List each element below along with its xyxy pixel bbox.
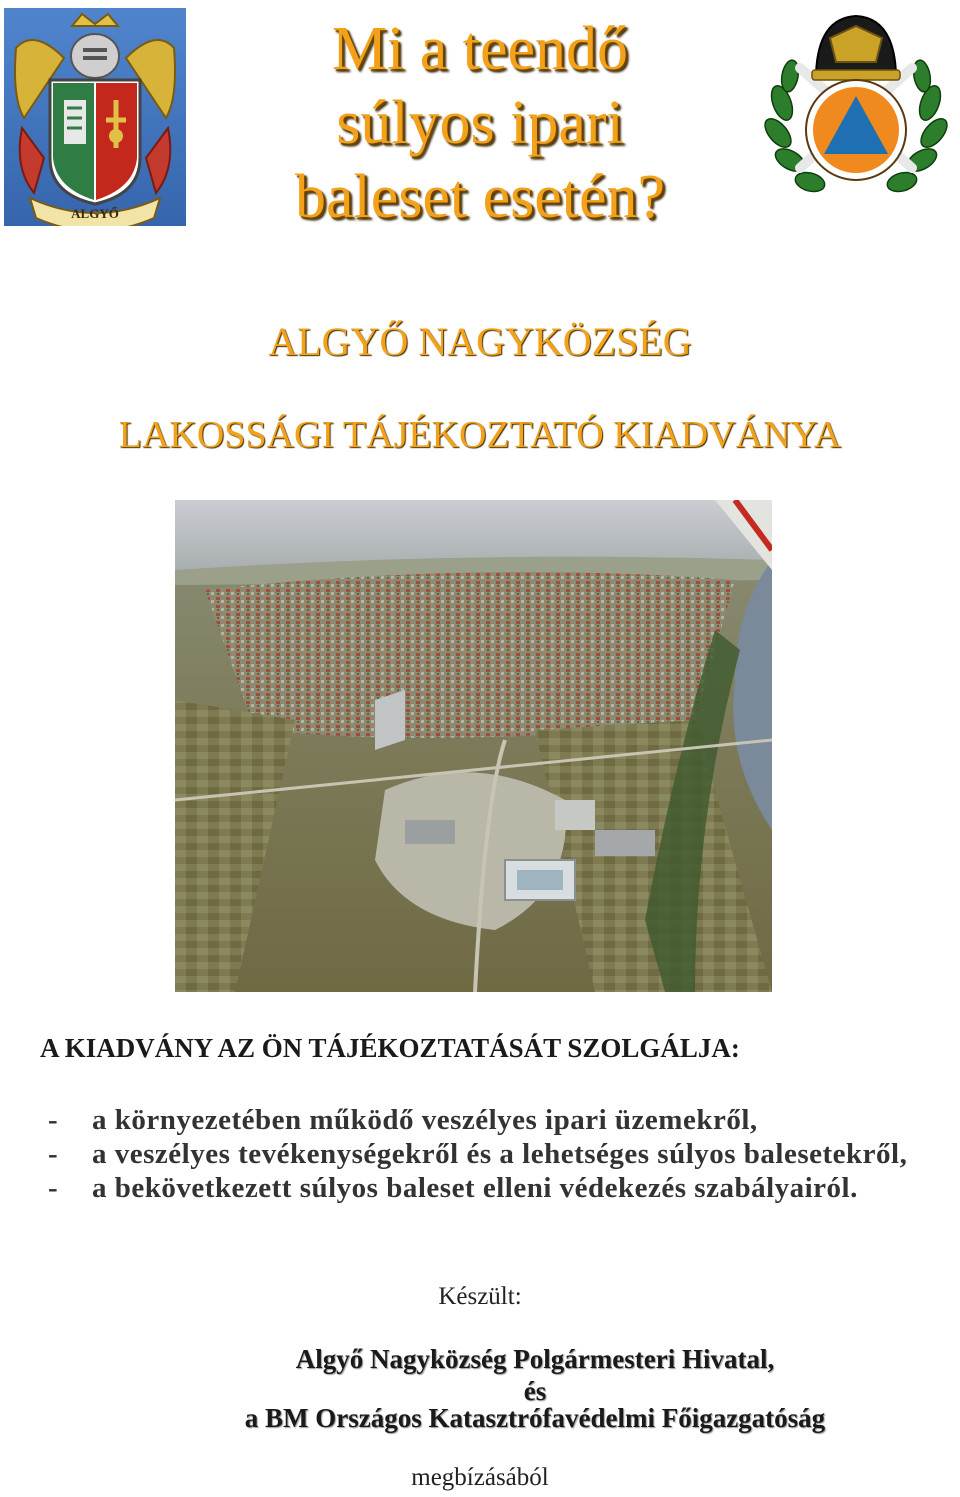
algyo-coat-of-arms [4, 8, 186, 226]
municipality-name: ALGYŐ NAGYKÖZSÉG [268, 319, 692, 364]
commission-note: megbízásából [411, 1464, 549, 1491]
publication-name: LAKOSSÁGI TÁJÉKOZTATÓ KIADVÁNYA [118, 414, 842, 456]
purpose-list [45, 1103, 925, 1205]
aerial-photo [175, 500, 772, 992]
credit-conjunction: és [523, 1376, 547, 1406]
purpose-item-protection-rules: - a bekövetkezett súlyos baleset elleni védekezés szabályairól. [45, 1171, 925, 1205]
prepared-by-label: Készült: [438, 1283, 522, 1310]
purpose-heading: A KIADVÁNY AZ ÖN TÁJÉKOZTATÁSÁT SZOLGÁLJA: [40, 1033, 740, 1063]
title-line-1: Mi a teendő [331, 15, 629, 83]
title-line-3: baleset esetén? [294, 163, 666, 231]
credit-mayors-office: Algyő Nagyközség Polgármesteri Hivatal, [295, 1344, 775, 1374]
purpose-item-surrounding-plants: - a környezetében működő veszélyes ipari üzemekről, [45, 1103, 925, 1137]
credit-disaster-management: a BM Országos Katasztrófavédelmi Főigazgatóság [244, 1403, 826, 1433]
purpose-item-hazardous-activities: - a veszélyes tevékenységekről és a lehetséges súlyos balesetekről, [45, 1137, 925, 1171]
coat-of-arms-ribbon-text: ALGYŐ [71, 206, 119, 221]
civil-defense-emblem [760, 8, 952, 210]
title-line-2: súlyos ipari [336, 89, 624, 157]
page-title [230, 12, 730, 234]
